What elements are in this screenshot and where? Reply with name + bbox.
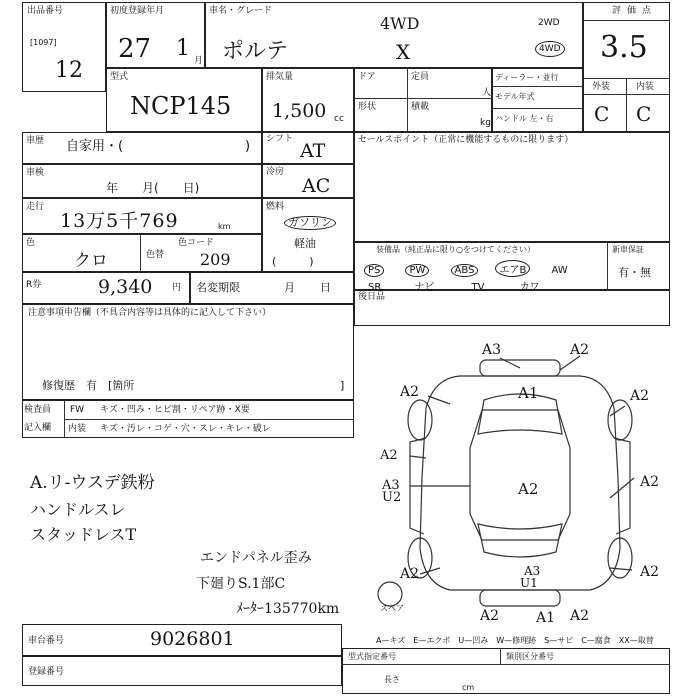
legend-text: A—キズ E—エクボ U—凹み W—修理跡 S—サビ C—腐食 XX—取替 (376, 636, 654, 645)
equipment-pw: PW (405, 264, 429, 277)
ac-label: 冷房 (266, 167, 285, 177)
lot-label: 出品番号 (27, 6, 64, 16)
mileage-label: 走行 (26, 202, 45, 212)
chassis-label: 車台番号 (28, 636, 65, 646)
category-label: 類別区分番号 (506, 652, 554, 661)
damage-mark: U1 (520, 576, 538, 590)
equipment-aw: AW (551, 265, 568, 276)
after-label: 後日品 (358, 292, 386, 302)
damage-mark: A1 (518, 384, 539, 402)
first-reg-month-unit: 月 (194, 56, 204, 66)
damage-mark: A3 (524, 564, 541, 578)
mileage-unit: km (218, 222, 231, 231)
length-label: 長さ (384, 675, 400, 684)
repair-close: ] (340, 379, 345, 392)
equipment-sr: SR (368, 282, 382, 293)
damage-mark: A3 (382, 478, 400, 493)
repair-label: 修復歴 有 [箇所 (42, 379, 135, 392)
interior-label: 内装 (636, 82, 655, 92)
type-label: 型式 (110, 72, 129, 82)
damage-mark: A3 (482, 342, 502, 358)
official-label: 型式指定番号 (348, 652, 396, 661)
recycle-label: R券 (26, 280, 42, 290)
damage-mark: A2 (640, 474, 660, 490)
equipment-tv: TV (471, 282, 485, 293)
load-unit: kg (480, 118, 491, 128)
period-day: 日 (320, 281, 331, 294)
remark-1: A.リ-ウスデ鉄粉 (30, 473, 155, 493)
handle-label: ハンドル 左・右 (495, 114, 554, 123)
remark-3: スタッドレスT (30, 525, 137, 544)
spare-label: スペア (380, 604, 404, 613)
damage-mark: A2 (570, 342, 590, 358)
exterior-grade: C (594, 102, 610, 126)
model-label: 車名・グレード (209, 6, 273, 16)
first-reg-label: 初度登録年月 (110, 6, 165, 16)
use-close: ) (245, 139, 251, 154)
cm-unit: cm (462, 683, 475, 692)
fuel-alt: 軽油 (294, 237, 316, 250)
model-year-label: モデル年式 (495, 92, 535, 101)
fuel-paren: ( ) (272, 255, 314, 268)
inspection-value: 年 月( 日) (106, 181, 200, 195)
equipment-label: 装備品（純正品に限り○をつけてください） (376, 245, 535, 254)
reg-label: 登録番号 (28, 667, 65, 677)
inspector-label-2: 記入欄 (24, 423, 52, 433)
fuel-label: 燃料 (266, 202, 285, 212)
equipment-navi: ナビ (414, 282, 435, 293)
color-change-label: 色替 (146, 250, 165, 260)
dealer-label: ディーラー・並行 (495, 73, 559, 82)
drive-2wd: 2WD (538, 18, 560, 28)
load-label: 積載 (411, 102, 430, 112)
ac-value: AC (302, 175, 331, 197)
model-name: ポルテ (222, 39, 289, 64)
color-code-value: 209 (200, 250, 231, 269)
grade-value: X (396, 40, 411, 64)
shift-value: AT (300, 140, 326, 162)
damage-mark: A2 (380, 448, 398, 463)
inspector-row1: キズ・凹み・ヒビ割・リペア跡・X要 (100, 405, 250, 415)
after-box (354, 290, 670, 326)
new-warranty-label: 新車保証 (612, 245, 644, 254)
equipment-abs: ABS (451, 264, 479, 277)
score-label: 評価点 (612, 6, 658, 16)
color-label: 色 (26, 238, 36, 248)
period-label: 名変期限 (196, 281, 240, 294)
displacement-label: 排気量 (266, 72, 294, 82)
interior-grade: C (636, 102, 652, 126)
exterior-label: 外装 (592, 82, 611, 92)
reg-box (22, 656, 342, 686)
inspector-row2: キズ・汚レ・コゲ・穴・スレ・キレ・破レ (100, 424, 271, 434)
remark-5: 下廻りS.1部C (196, 576, 286, 592)
type-value: NCP145 (130, 92, 232, 120)
equipment-leather: カワ (519, 282, 540, 293)
recycle-unit: 円 (172, 283, 182, 293)
use-value: 自家用・( (66, 139, 124, 154)
first-reg-month: 1 (176, 36, 190, 61)
inspection-label: 車検 (26, 168, 45, 178)
equipment-airbag: エアB (495, 260, 530, 277)
warranty-value: 有・無 (618, 266, 651, 279)
lot-number: 12 (55, 58, 83, 83)
use-box (22, 132, 262, 164)
mileage-value: 13万5千769 (60, 210, 179, 232)
notes-label: 注意事項申告欄（不具合内容等は具体的に記入して下さい） (28, 308, 272, 318)
lot-sub: [1097] (30, 38, 57, 47)
score-value: 3.5 (600, 30, 648, 65)
damage-mark: A2 (630, 388, 650, 404)
remark-2: ハンドルスレ (30, 500, 126, 519)
recycle-value: 9,340 (98, 276, 153, 298)
remark-6: ﾒｰﾀｰ135770km (236, 601, 340, 617)
displacement-value: 1,500 (272, 100, 327, 122)
damage-mark: A2 (640, 564, 660, 580)
sales-point-label: セールスポイント（正常に機能するものに限ります） (358, 135, 574, 145)
shape-label: 形状 (358, 102, 377, 112)
color-code-label: 色コード (178, 238, 215, 248)
period-year: 月 (284, 281, 295, 294)
damage-mark: A2 (480, 608, 500, 624)
remark-4: エンドパネル歪み (200, 550, 312, 566)
damage-mark: A2 (570, 608, 590, 624)
damage-mark: A2 (518, 480, 539, 498)
fuel-value: ガソリン (284, 216, 336, 230)
inspector-row1-prefix: FW (70, 405, 85, 415)
damage-mark: U2 (382, 490, 402, 505)
drive-4wd: 4WD (535, 41, 565, 57)
drive-handwritten: 4WD (380, 14, 420, 33)
sales-box (354, 132, 670, 242)
color-value: クロ (74, 251, 108, 271)
use-label: 車歴 (26, 136, 45, 146)
shift-label: シフト (266, 134, 294, 144)
displacement-unit: cc (334, 114, 344, 124)
inspector-label-1: 検査員 (24, 405, 52, 415)
capacity-unit: 人 (482, 88, 492, 98)
chassis-value: 9026801 (150, 628, 235, 650)
first-reg-year: 27 (118, 34, 152, 64)
inspector-row2-prefix: 内装 (68, 424, 87, 434)
equipment-ps: PS (364, 264, 384, 277)
damage-mark: A1 (536, 610, 556, 626)
damage-mark: A2 (400, 566, 420, 582)
damage-mark: A2 (400, 384, 420, 400)
door-label: ドア (358, 72, 376, 82)
capacity-label: 定員 (411, 72, 430, 82)
